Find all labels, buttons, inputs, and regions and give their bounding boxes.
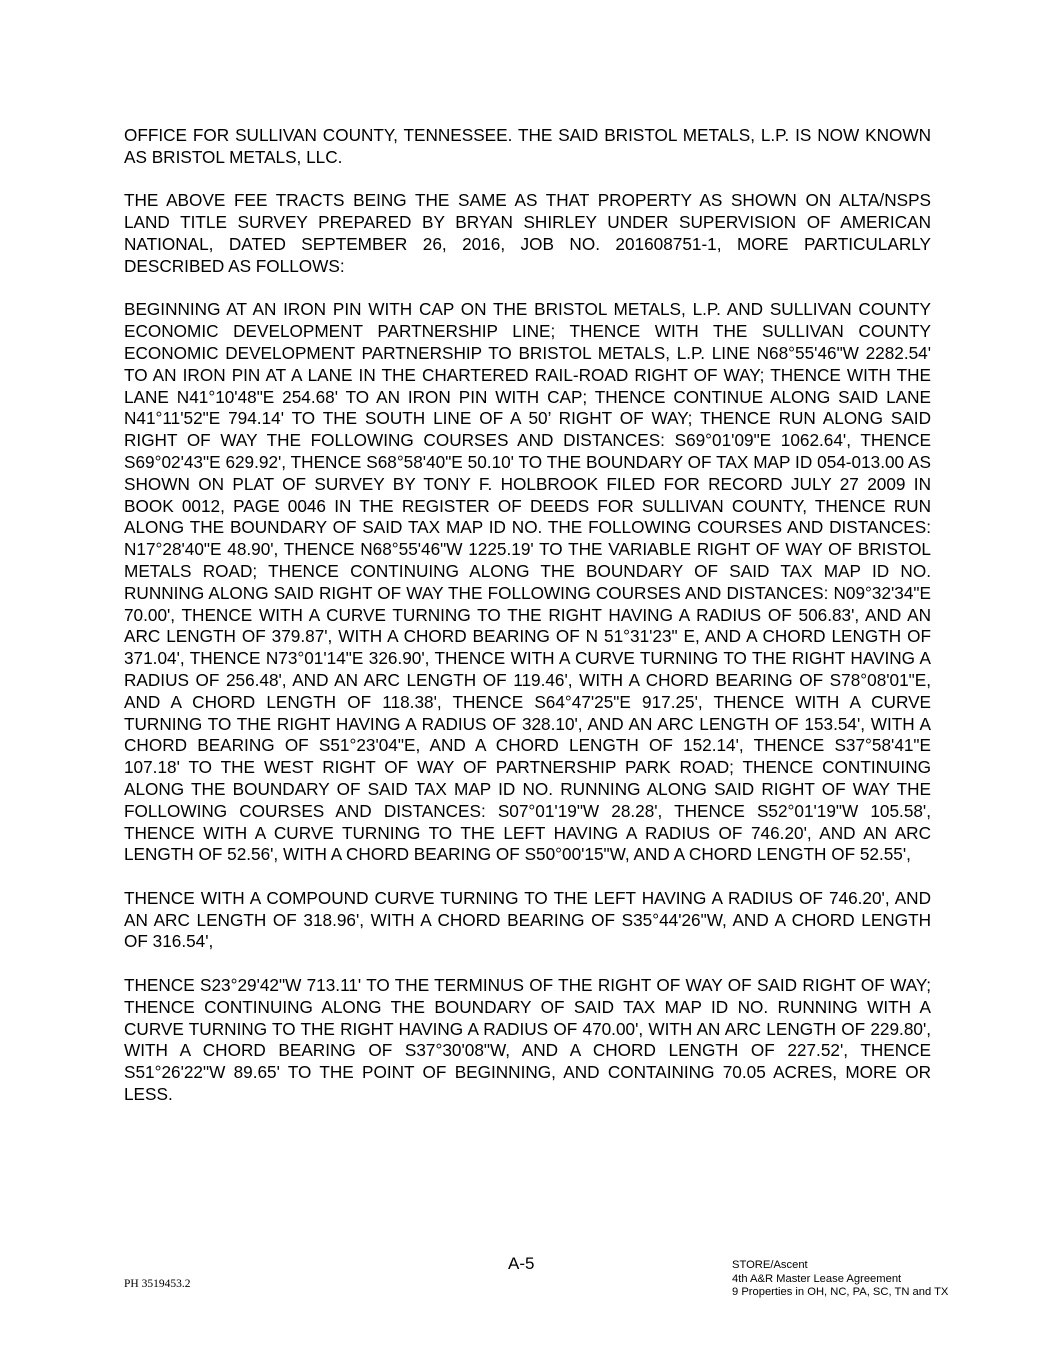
- document-id: PH 3519453.2: [124, 1278, 191, 1290]
- legal-description-body: [124, 125, 931, 1128]
- footer-reference-line: STORE/Ascent: [732, 1259, 808, 1271]
- page-number: A-5: [508, 1254, 535, 1273]
- footer-reference-line: 4th A&R Master Lease Agreement: [732, 1272, 902, 1285]
- paragraph-recording-note: OFFICE FOR SULLIVAN COUNTY, TENNESSEE. THE SAID BRISTOL METALS, L.P. IS NOW KNOWN AS BRISTOL METALS, LLC.: [124, 125, 931, 167]
- paragraph-closing-course: THENCE S23°29'42"W 713.11' TO THE TERMINUS OF THE RIGHT OF WAY OF SAID RIGHT OF WAY; THENCE CONTINUING ALONG THE BOUNDARY OF SAID TAX MAP ID NO. RUNNING WITH A CURVE TURNING TO THE RIGHT HAVING A RADIUS OF 470.00', WITH AN ARC LENGTH OF 229.80', WITH A CHORD BEARING OF S37°30'08"W, AND A CHORD LENGTH OF 227.52', THENCE S51°26'22"W 89.65' TO THE POINT OF BEGINNING, AND CONTAINING 70.05 ACRES, MORE OR LESS.: [124, 975, 931, 1105]
- paragraph-metes-and-bounds: BEGINNING AT AN IRON PIN WITH CAP ON THE BRISTOL METALS, L.P. AND SULLIVAN COUNTY ECONOMIC DEVELOPMENT PARTNERSHIP LINE; THENCE WITH THE SULLIVAN COUNTY ECONOMIC DEVELOPMENT PARTNERSHIP TO BRISTOL METALS, L.P. LINE N68°55'46"W 2282.54' TO AN IRON PIN AT A LANE IN THE CHARTERED RAIL-ROAD RIGHT OF WAY; THENCE WITH THE LANE N41°10'48"E 254.68' TO AN IRON PIN WITH CAP; THENCE CONTINUE ALONG SAID LANE N41°11'52"E 794.14' TO THE SOUTH LINE OF A 50’ RIGHT OF WAY; THENCE RUN ALONG SAID RIGHT OF WAY THE FOLLOWING COURSES AND DISTANCES: S69°01'09"E 1062.64', THENCE S69°02'43"E 629.92', THENCE S68°58'40"E 50.10' TO THE BOUNDARY OF TAX MAP ID 054-013.00 AS SHOWN ON PLAT OF SURVEY BY TONY F. HOLBROOK FILED FOR RECORD JULY 27 2009 IN BOOK 0012, PAGE 0046 IN THE REGISTER OF DEEDS FOR SULLIVAN COUNTY, THENCE RUN ALONG THE BOUNDARY OF SAID TAX MAP ID NO. THE FOLLOWING COURSES AND DISTANCES: N17°28'40"E 48.90', THENCE N68°55'46"W 1225.19' TO THE VARIABLE RIGHT OF WAY OF BRISTOL METALS ROAD; THENCE CONTINUING ALONG THE BOUNDARY OF SAID TAX MAP ID NO. RUNNING ALONG SAID RIGHT OF WAY THE FOLLOWING COURSES AND DISTANCES: N09°32'34"E 70.00', THENCE WITH A CURVE TURNING TO THE RIGHT HAVING A RADIUS OF 506.83', AND AN ARC LENGTH OF 379.87', WITH A CHORD BEARING OF N 51°31'23" E, AND A CHORD LENGTH OF 371.04', THENCE N73°01'14"E 326.90', THENCE WITH A CURVE TURNING TO THE RIGHT HAVING A RADIUS OF 256.48', AND AN ARC LENGTH OF 119.46', WITH A CHORD BEARING OF S78°08'01"E, AND A CHORD LENGTH OF 118.38', THENCE S64°47'25"E 917.25', THENCE WITH A CURVE TURNING TO THE RIGHT HAVING A RADIUS OF 328.10', AND AN ARC LENGTH OF 153.54', WITH A CHORD BEARING OF S51°23'04"E, AND A CHORD LENGTH OF 152.14', THENCE S37°58'41"E 107.18' TO THE WEST RIGHT OF WAY OF PARTNERSHIP PARK ROAD; THENCE CONTINUING ALONG THE BOUNDARY OF SAID TAX MAP ID NO. RUNNING ALONG SAID RIGHT OF WAY THE FOLLOWING COURSES AND DISTANCES: S07°01'19"W 28.28', THENCE S52°01'19"W 105.58', THENCE WITH A CURVE TURNING TO THE LEFT HAVING A RADIUS OF 746.20', AND AN ARC LENGTH OF 52.56', WITH A CHORD BEARING OF S50°00'15"W, AND A CHORD LENGTH OF 52.55',: [124, 299, 931, 865]
- paragraph-compound-curve: THENCE WITH A COMPOUND CURVE TURNING TO THE LEFT HAVING A RADIUS OF 746.20', AND AN ARC LENGTH OF 318.96', WITH A CHORD BEARING OF S35°44'26"W, AND A CHORD LENGTH OF 316.54',: [124, 887, 931, 952]
- footer-reference-line: 9 Properties in OH, NC, PA, SC, TN and TX: [732, 1286, 949, 1298]
- paragraph-survey-reference: THE ABOVE FEE TRACTS BEING THE SAME AS THAT PROPERTY AS SHOWN ON ALTA/NSPS LAND TITLE SURVEY PREPARED BY BRYAN SHIRLEY UNDER SUPERVISION OF AMERICAN NATIONAL, DATED SEPTEMBER 26, 2016, JOB NO. 201608751-1, MORE PARTICULARLY DESCRIBED AS FOLLOWS:: [124, 190, 931, 276]
- footer-reference: [732, 1259, 948, 1300]
